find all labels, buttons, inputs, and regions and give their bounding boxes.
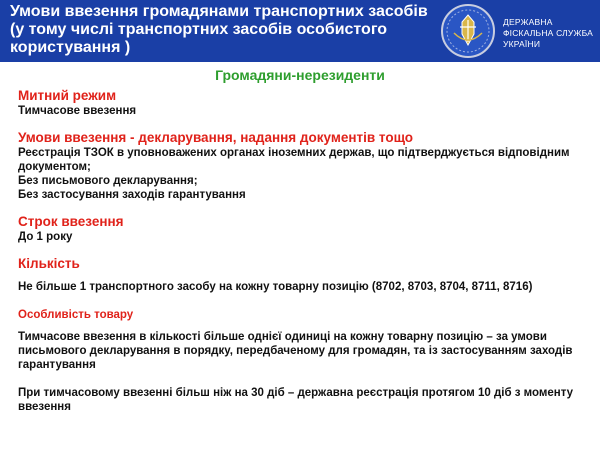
features-p1-line-2: письмового декларування в порядку, передбаченому для громадян, та із застосуванням заходів	[18, 345, 573, 357]
quantity-text: Не більше 1 транспортного засобу на кожну товарну позицію (8702, 8703, 8704, 8711, 8716)	[18, 281, 533, 293]
agency-line-3: УКРАЇНИ	[503, 39, 541, 49]
slide-title-line-3: користування )	[10, 39, 131, 56]
features-paragraph-2	[18, 386, 588, 414]
slide-header	[0, 0, 600, 62]
features-p1-line-1: Тимчасове ввезення в кількості більше однієї одиниці на кожну товарну позицію – за умови	[18, 331, 547, 343]
fiscal-service-emblem-icon	[440, 3, 496, 59]
features-heading: Особливість товару	[18, 309, 134, 321]
regime-heading: Митний режим	[18, 88, 117, 103]
slide-title-line-2: (у тому числі транспортних засобів особистого	[10, 21, 388, 38]
term-text: До 1 року	[18, 231, 73, 243]
agency-line-1: ДЕРЖАВНА	[503, 17, 553, 27]
features-p1-line-3: гарантування	[18, 359, 96, 371]
agency-name	[503, 17, 593, 50]
features-p2-line-2: ввезення	[18, 401, 71, 413]
conditions-line-4: Без застосування заходів гарантування	[18, 189, 246, 201]
term-heading: Строк ввезення	[18, 214, 124, 229]
regime-text: Тимчасове ввезення	[18, 105, 137, 117]
slide-content	[18, 88, 588, 414]
quantity-heading: Кількість	[18, 256, 80, 271]
agency-line-2: ФІСКАЛЬНА СЛУЖБА	[503, 28, 594, 38]
conditions-heading: Умови ввезення - декларування, надання документів тощо	[18, 130, 414, 145]
slide-subtitle: Громадяни-нерезиденти	[215, 67, 385, 83]
features-p2-line-1: При тимчасовому ввезенні більш ніж на 30 діб – державна реєстрація протягом 10 діб з моменту	[18, 387, 574, 399]
slide-title-line-1: Умови ввезення громадянами транспортних засобів	[10, 3, 428, 20]
slide-title	[10, 3, 428, 57]
conditions-line-3: Без письмового декларування;	[18, 175, 198, 187]
features-paragraph-1	[18, 330, 588, 372]
conditions-line-2: документом;	[18, 161, 91, 173]
conditions-line-1: Реєстрація ТЗОК в уповноважених органах іноземних держав, що підтверджується відповідним	[18, 147, 570, 159]
